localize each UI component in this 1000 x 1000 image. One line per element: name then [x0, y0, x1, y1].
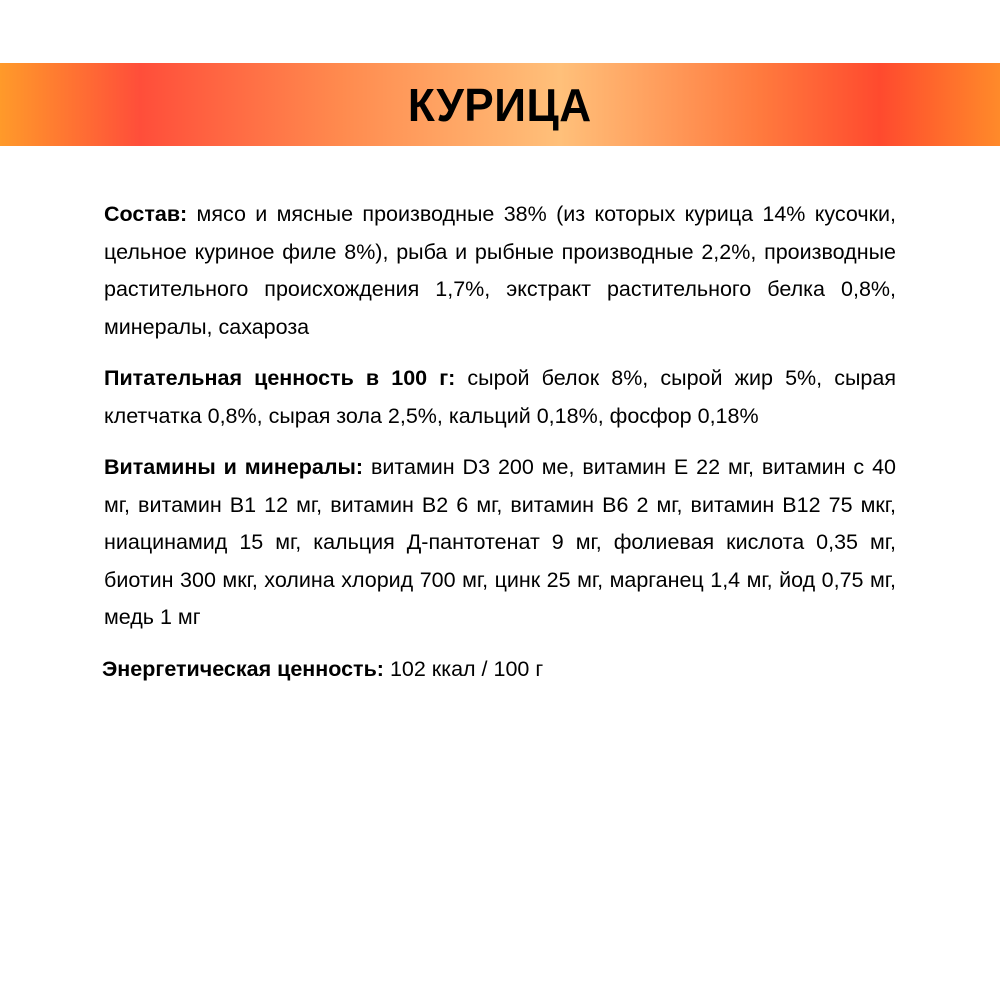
nutrition-label: Питательная ценность в 100 г:: [104, 366, 456, 390]
vitamins-section: [104, 449, 896, 637]
composition-text: мясо и мясные производные 38% (из которых курица 14% кусочки, цельное куриное филе 8%), рыба и рыбные производные 2,2%, производные растительного происхождения 1,7%, экстракт растительного белка 0,8%, минералы, сахароза: [104, 202, 896, 339]
title-banner: [0, 63, 1000, 146]
nutrition-section: [104, 360, 896, 435]
energy-section: [102, 651, 896, 689]
product-info: [104, 196, 896, 702]
energy-text: 102 ккал / 100 г: [383, 656, 544, 681]
vitamins-label: Витамины и минералы:: [104, 455, 364, 479]
page-title: КУРИЦА: [408, 78, 592, 131]
nutrition-text: сырой белок 8%, сырой жир 5%, сырая клетчатка 0,8%, сырая зола 2,5%, кальций 0,18%, фосфор 0,18%: [104, 366, 896, 428]
composition-section: [104, 196, 896, 346]
energy-label: Энергетическая ценность:: [102, 656, 384, 681]
composition-label: Состав:: [104, 202, 188, 226]
vitamins-text: витамин D3 200 ме, витамин E 22 мг, витамин с 40 мг, витамин B1 12 мг, витамин B2 6 мг, витамин B6 2 мг, витамин B12 75 мкг, ниацинамид 15 мг, кальция Д-пантотенат 9 мг, фолиевая кислота 0,35 мг, биотин 300 мкг, холина хлорид 700 мг, цинк 25 мг, марганец 1,4 мг, йод 0,75 мг, медь 1 мг: [104, 455, 896, 629]
